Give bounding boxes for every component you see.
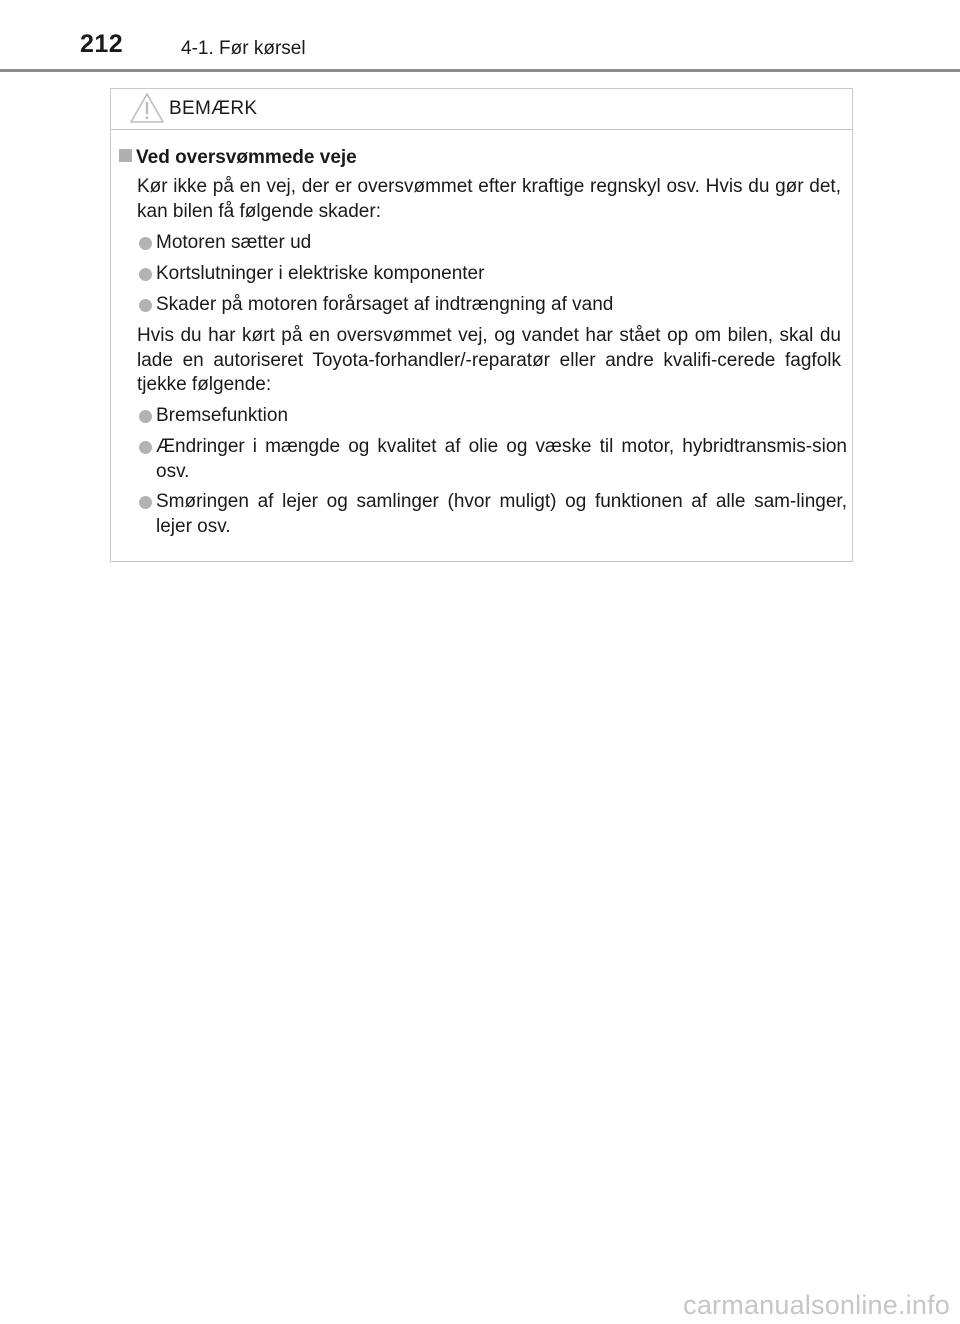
- list-item: [139, 435, 847, 484]
- list-item: [139, 293, 847, 318]
- list-item: [139, 231, 847, 256]
- watermark: carmanualsonline.info: [683, 1290, 950, 1320]
- list-item: [139, 262, 847, 287]
- list-item: [139, 404, 847, 429]
- subheading-text: Ved oversvømmede veje: [136, 147, 357, 168]
- list-item-text: Ændringer i mængde og kvalitet af olie og væske til motor, hybridtransmis-sion osv.: [156, 436, 847, 482]
- notice-label: BEMÆRK: [169, 98, 258, 119]
- list-item-text: Smøringen af lejer og samlinger (hvor muligt) og funktionen af alle sam-linger, lejer osv.: [156, 491, 847, 537]
- section-title: 4-1. Før kørsel: [181, 38, 306, 59]
- followup-paragraph: Hvis du har kørt på en oversvømmet vej, og vandet har stået op om bilen, skal du lade en autoriseret Toyota-forhandler/-reparatør eller andre kvalifi-cerede fagfolk tjekke følgende:: [137, 325, 841, 395]
- bullet-dot-icon: [139, 299, 152, 312]
- list-item: [139, 490, 847, 539]
- list-item-text: Kortslutninger i elektriske komponenter: [156, 263, 485, 284]
- list-item-text: Bremsefunktion: [156, 405, 289, 426]
- page-number: 212: [80, 30, 124, 58]
- bullet-dot-icon: [139, 268, 152, 281]
- header-rule: [0, 69, 960, 72]
- bullet-dot-icon: [139, 237, 152, 250]
- warning-triangle-icon: [129, 92, 165, 124]
- bullet-dot-icon: [139, 441, 152, 454]
- square-bullet-icon: [119, 149, 132, 162]
- intro-paragraph: Kør ikke på en vej, der er oversvømmet efter kraftige regnskyl osv. Hvis du gør det, kan bilen få følgende skader:: [137, 176, 841, 222]
- page-header: [0, 0, 960, 74]
- notice-header: [111, 89, 852, 130]
- notice-box: [110, 88, 853, 562]
- bullet-dot-icon: [139, 496, 152, 509]
- bullet-dot-icon: [139, 410, 152, 423]
- list-item-text: Motoren sætter ud: [156, 232, 312, 253]
- subheading: [119, 147, 357, 169]
- list-item-text: Skader på motoren forårsaget af indtrængning af vand: [156, 294, 614, 315]
